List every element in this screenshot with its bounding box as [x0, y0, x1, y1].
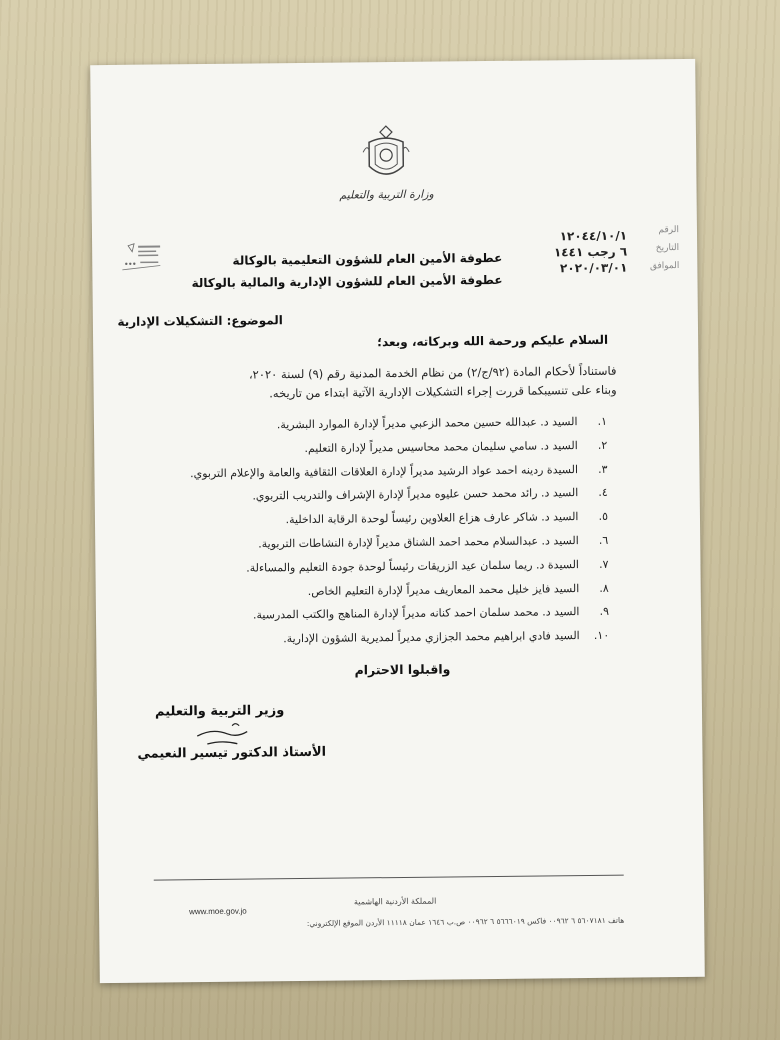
gregorian-date: ٢٠٢٠/٠٣/٠١	[559, 260, 628, 276]
footer-contact: هاتف ٥٦٠٧١٨١ ٦ ٠٠٩٦٢ فاكس ٥٦٦٦٠١٩ ٦ ٠٠٩٦٢ ص.ب ١٦٤٦ عمان ١١١١٨ الأردن الموقع الإلكتروني:	[306, 915, 625, 928]
item-number: ٧.	[598, 557, 609, 571]
minister-title: وزير التربية والتعليم	[154, 703, 285, 720]
item-number: ١٠.	[593, 628, 610, 643]
item-number: ٩.	[599, 605, 610, 619]
list-item	[139, 624, 609, 653]
item-number: ٨.	[599, 581, 609, 595]
letter-page	[90, 59, 705, 983]
item-text: السيد فادي ابراهيم محمد الجزازي مديراً لمديرية الشؤون الإدارية.	[283, 629, 580, 646]
intro-line-1: فاستناداً لأحكام المادة (٩٢/ج/٢) من نظام الخدمة المدنية رقم (٩) لسنة ٢٠٢٠،	[248, 363, 617, 382]
item-text: السيدة ردينه احمد عواد الرشيد مديراً لإدارة العلاقات الثقافية والعامة والإعلام التربوي.	[189, 462, 579, 480]
item-number: ٦.	[598, 533, 609, 547]
item-number: ١.	[597, 414, 608, 428]
greeting: السلام عليكم ورحمة الله وبركاته، وبعد؛	[377, 332, 609, 350]
letter-subject: الموضوع: التشكيلات الإدارية	[117, 313, 283, 329]
item-number: ٤.	[598, 486, 608, 500]
item-text: السيد د. رائد محمد حسن عليوه مديراً لإدارة الإشراف والتدريب التربوي.	[252, 486, 579, 503]
item-text: السيد د. عبدالله حسين محمد الزعبي مديراً لإدارة الموارد البشرية.	[276, 415, 578, 432]
item-text: السيد د. سامي سليمان محمد محاسيس مديراً لإدارة التعليم.	[304, 438, 578, 455]
barcode-stamp-icon	[120, 239, 164, 275]
date-label: التاريخ	[655, 243, 680, 254]
ministry-name: وزارة التربية والتعليم	[339, 187, 434, 202]
item-text: السيد فايز خليل محمد المعاريف مديراً لإدارة التعليم الخاص.	[307, 581, 580, 598]
intro-paragraph	[171, 362, 616, 405]
item-number: ٣.	[597, 462, 608, 476]
reference-labels	[649, 221, 679, 275]
footer-country: المملكة الأردنية الهاشمية	[353, 896, 437, 907]
item-text: السيد د. شاكر عارف هزاع العلاوين رئيساً لوحدة الرقابة الداخلية.	[285, 510, 579, 527]
hijri-date: ٦ رجب ١٤٤١	[553, 244, 628, 260]
appointments-list	[137, 410, 609, 653]
closing-phrase: واقبلوا الاحترام	[354, 661, 451, 678]
intro-line-2: وبناء على تنسيبكما قررت إجراء التشكيلات الإدارية الآتية ابتداء من تاريخه.	[269, 382, 617, 401]
footer-website: www.moe.gov.jo	[189, 906, 247, 917]
footer-divider	[154, 875, 624, 881]
recipient-2: عطوفة الأمين العام للشؤون الإدارية والمالية بالوكالة	[191, 272, 503, 291]
item-text: السيد د. عبدالسلام محمد احمد الشناق مديراً لإدارة النشاطات التربوية.	[258, 534, 579, 551]
coat-of-arms-icon	[359, 122, 414, 185]
recipient-1: عطوفة الأمين العام للشؤون التعليمية بالوكالة	[232, 250, 503, 268]
recipients	[191, 247, 502, 294]
item-text: السيدة د. ريما سلمان عيد الزريقات رئيساً لوحدة جودة التعليم والمساءلة.	[246, 557, 580, 575]
reference-values	[554, 228, 628, 277]
corresponding-date-label: الموافق	[649, 261, 680, 272]
item-number: ٢.	[597, 438, 608, 452]
reference-number: ١٢٠٤٤/١٠/١	[559, 228, 628, 244]
item-number: ٥.	[598, 509, 609, 524]
item-text: السيد د. محمد سلمان احمد كنانه مديراً لإدارة المناهج والكتب المدرسية.	[252, 605, 580, 622]
minister-name: الأستاذ الدكتور تيسير النعيمي	[137, 744, 327, 762]
reference-label: الرقم	[658, 225, 680, 236]
